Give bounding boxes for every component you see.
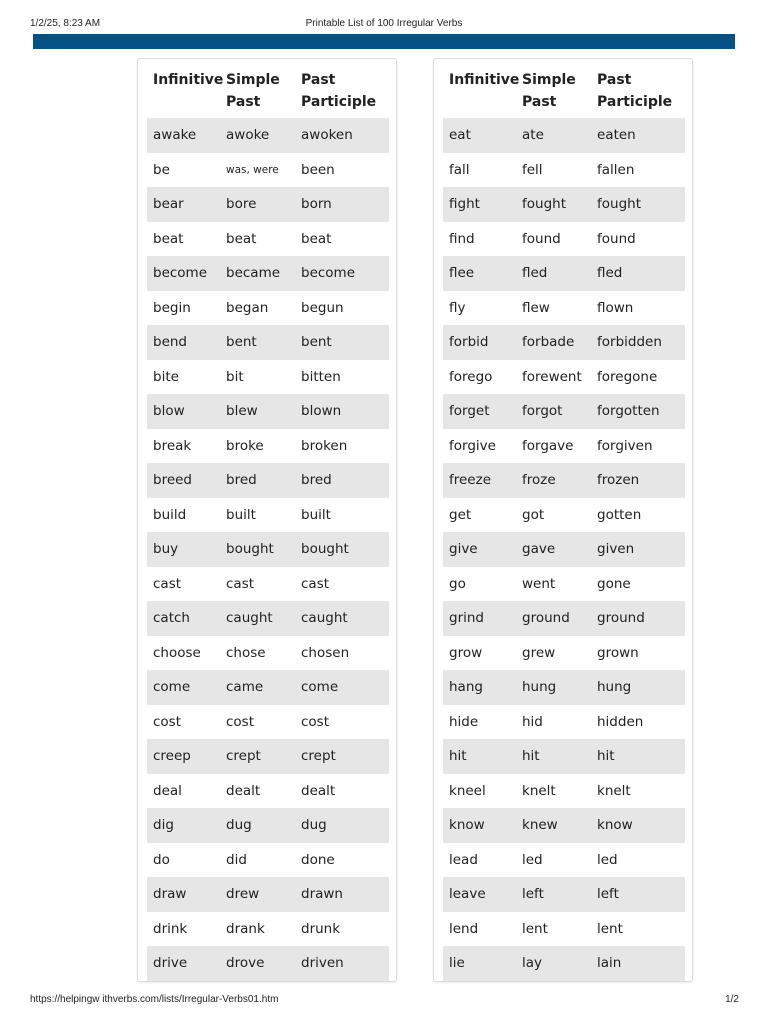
cell-past-participle: fled — [597, 265, 623, 281]
cell-past-participle: know — [597, 817, 633, 833]
cell-simple-past: awoke — [226, 127, 270, 143]
cell-past-participle: frozen — [597, 472, 640, 488]
cell-simple-past: bore — [226, 196, 257, 212]
cell-past-participle: hidden — [597, 713, 644, 730]
cell-simple-past: crept — [226, 748, 261, 764]
cell-infinitive: flee — [449, 265, 475, 281]
table-row — [443, 187, 685, 222]
table-row — [443, 360, 685, 395]
cell-past-participle: been — [301, 161, 335, 178]
cell-simple-past: gave — [522, 541, 556, 557]
table-row — [443, 118, 685, 153]
cell-simple-past: lent — [522, 920, 548, 937]
cell-past-participle: gotten — [597, 506, 642, 523]
table-row — [147, 670, 389, 705]
cell-simple-past: caught — [226, 610, 273, 626]
verb-table-right — [433, 58, 693, 982]
cell-infinitive: grind — [449, 610, 484, 626]
cell-infinitive: eat — [449, 127, 471, 143]
cell-simple-past: bent — [226, 334, 257, 350]
cell-simple-past: knew — [522, 817, 558, 833]
table-row — [147, 912, 389, 947]
cell-simple-past: forewent — [522, 368, 582, 385]
table-row — [147, 601, 389, 636]
cell-infinitive: lend — [449, 920, 479, 937]
table-row — [443, 946, 685, 981]
table-row — [443, 394, 685, 429]
cell-past-participle: cost — [301, 713, 330, 730]
cell-simple-past: bit — [226, 368, 244, 385]
cell-infinitive: build — [153, 506, 187, 523]
table-row — [147, 360, 389, 395]
table-row — [147, 429, 389, 464]
cell-infinitive: hide — [449, 713, 479, 730]
cell-simple-past: forgot — [522, 403, 563, 419]
table-row — [443, 256, 685, 291]
cell-infinitive: draw — [153, 886, 187, 902]
cell-infinitive: blow — [153, 403, 185, 419]
column-header-past-participle: Past Participle — [597, 72, 673, 110]
cell-simple-past: became — [226, 265, 281, 281]
cell-infinitive: fight — [449, 196, 480, 212]
cell-simple-past: was, were — [226, 163, 279, 176]
cell-simple-past: drew — [226, 886, 260, 902]
table-row — [147, 222, 389, 257]
cell-infinitive: hang — [449, 679, 483, 695]
cell-infinitive: bend — [153, 334, 188, 350]
cell-simple-past: hung — [522, 679, 557, 695]
cell-past-participle: bought — [301, 541, 349, 557]
table-row — [443, 774, 685, 809]
column-header-simple-past: Simple Past — [226, 72, 280, 110]
table-row — [147, 498, 389, 533]
cell-past-participle: forgotten — [597, 403, 660, 419]
cell-past-participle: drunk — [301, 920, 341, 937]
cell-simple-past: came — [226, 679, 264, 695]
cell-infinitive: leave — [449, 886, 486, 902]
cell-past-participle: flown — [597, 299, 634, 316]
cell-simple-past: flew — [522, 299, 550, 316]
cell-simple-past: hit — [522, 748, 540, 764]
cell-past-participle: gone — [597, 575, 631, 592]
table-header-row — [443, 69, 685, 115]
cell-simple-past: got — [522, 506, 545, 523]
table-row — [443, 222, 685, 257]
table-row — [443, 601, 685, 636]
cell-past-participle: drawn — [301, 886, 343, 902]
table-row — [147, 774, 389, 809]
cell-simple-past: fell — [522, 161, 543, 178]
cell-infinitive: drink — [153, 920, 188, 937]
cell-past-participle: broken — [301, 437, 348, 454]
cell-past-participle: beat — [301, 230, 332, 247]
page-url: https://helpingw ithverbs.com/lists/Irregular-Verbs01.htm — [30, 994, 279, 1005]
cell-simple-past: began — [226, 299, 269, 316]
cell-simple-past: cast — [226, 575, 255, 592]
cell-simple-past: chose — [226, 644, 266, 661]
cell-simple-past: hid — [522, 713, 543, 730]
cell-past-participle: lain — [597, 955, 622, 971]
cell-simple-past: ate — [522, 127, 544, 143]
cell-infinitive: fall — [449, 161, 470, 178]
cell-simple-past: bred — [226, 472, 257, 488]
cell-past-participle: crept — [301, 748, 336, 764]
table-row — [147, 118, 389, 153]
cell-infinitive: fly — [449, 299, 466, 316]
table-row — [147, 256, 389, 291]
cell-simple-past: blew — [226, 403, 258, 419]
cell-infinitive: grow — [449, 644, 483, 661]
table-row — [147, 739, 389, 774]
cell-past-participle: eaten — [597, 127, 636, 143]
cell-past-participle: begun — [301, 299, 344, 316]
print-page-title: Printable List of 100 Irregular Verbs — [305, 18, 463, 29]
cell-infinitive: breed — [153, 472, 193, 488]
verb-table-left — [137, 58, 397, 982]
table-row — [443, 463, 685, 498]
column-header-past-participle: Past Participle — [301, 72, 377, 110]
table-row — [443, 739, 685, 774]
cell-simple-past: cost — [226, 713, 255, 730]
column-header-simple-past: Simple Past — [522, 72, 576, 110]
cell-past-participle: lent — [597, 920, 623, 937]
table-row — [147, 394, 389, 429]
table-row — [443, 153, 685, 188]
cell-infinitive: choose — [153, 644, 201, 661]
cell-past-participle: foregone — [597, 368, 658, 385]
cell-infinitive: bear — [153, 196, 184, 212]
cell-simple-past: left — [522, 886, 544, 902]
cell-past-participle: chosen — [301, 644, 350, 661]
table-row — [147, 877, 389, 912]
cell-past-participle: bitten — [301, 368, 341, 385]
cell-infinitive: cast — [153, 575, 182, 592]
table-row — [147, 808, 389, 843]
table-row — [147, 291, 389, 326]
cell-infinitive: forbid — [449, 334, 489, 350]
cell-infinitive: lie — [449, 955, 465, 971]
table-body — [147, 118, 389, 981]
cell-infinitive: be — [153, 161, 170, 178]
cell-simple-past: dug — [226, 817, 252, 833]
cell-infinitive: buy — [153, 541, 179, 557]
cell-simple-past: found — [522, 230, 561, 247]
cell-simple-past: bought — [226, 541, 274, 557]
cell-past-participle: done — [301, 851, 335, 868]
table-row — [443, 429, 685, 464]
cell-infinitive: hit — [449, 748, 467, 764]
cell-past-participle: cast — [301, 575, 330, 592]
table-row — [443, 636, 685, 671]
cell-simple-past: led — [522, 851, 543, 868]
cell-past-participle: dug — [301, 817, 327, 833]
table-row — [147, 463, 389, 498]
cell-past-participle: bred — [301, 472, 332, 488]
print-header — [0, 18, 768, 32]
cell-simple-past: built — [226, 506, 256, 523]
cell-simple-past: froze — [522, 472, 556, 488]
table-row — [443, 498, 685, 533]
cell-infinitive: beat — [153, 230, 184, 247]
cell-infinitive: begin — [153, 299, 191, 316]
cell-infinitive: find — [449, 230, 475, 247]
table-row — [443, 808, 685, 843]
cell-past-participle: forgiven — [597, 437, 653, 454]
cell-past-participle: given — [597, 541, 635, 557]
site-banner — [33, 34, 735, 49]
table-row — [147, 705, 389, 740]
cell-simple-past: ground — [522, 610, 570, 626]
cell-infinitive: forget — [449, 403, 490, 419]
cell-infinitive: kneel — [449, 782, 486, 799]
cell-past-participle: forbidden — [597, 334, 662, 350]
cell-infinitive: know — [449, 817, 485, 833]
column-header-infinitive: Infinitive — [449, 72, 520, 88]
cell-past-participle: left — [597, 886, 619, 902]
cell-past-participle: led — [597, 851, 618, 868]
table-row — [443, 670, 685, 705]
cell-infinitive: drive — [153, 955, 188, 971]
table-body — [443, 118, 685, 981]
table-row — [443, 843, 685, 878]
cell-past-participle: ground — [597, 610, 645, 626]
cell-simple-past: lay — [522, 955, 543, 971]
table-row — [147, 187, 389, 222]
cell-infinitive: deal — [153, 782, 182, 799]
cell-simple-past: grew — [522, 644, 556, 661]
cell-simple-past: broke — [226, 437, 264, 454]
print-datetime: 1/2/25, 8:23 AM — [30, 18, 101, 29]
cell-past-participle: dealt — [301, 782, 336, 799]
table-row — [147, 567, 389, 602]
cell-past-participle: knelt — [597, 782, 631, 799]
cell-infinitive: cost — [153, 713, 182, 730]
cell-infinitive: get — [449, 506, 472, 523]
cell-infinitive: go — [449, 575, 466, 592]
table-row — [147, 153, 389, 188]
cell-infinitive: awake — [153, 127, 197, 143]
column-header-infinitive: Infinitive — [153, 72, 224, 88]
cell-infinitive: bite — [153, 368, 179, 385]
cell-simple-past: went — [522, 575, 556, 592]
table-row — [147, 325, 389, 360]
table-header-row — [147, 69, 389, 115]
cell-infinitive: creep — [153, 748, 191, 764]
cell-past-participle: become — [301, 265, 356, 281]
cell-simple-past: forgave — [522, 437, 574, 454]
cell-past-participle: blown — [301, 403, 342, 419]
table-row — [443, 325, 685, 360]
table-row — [147, 532, 389, 567]
cell-past-participle: driven — [301, 955, 344, 971]
cell-past-participle: come — [301, 679, 339, 695]
cell-past-participle: grown — [597, 644, 639, 661]
cell-infinitive: forego — [449, 368, 493, 385]
cell-simple-past: dealt — [226, 782, 261, 799]
cell-simple-past: drove — [226, 955, 265, 971]
cell-past-participle: born — [301, 196, 332, 212]
table-row — [147, 843, 389, 878]
cell-infinitive: freeze — [449, 472, 492, 488]
cell-past-participle: bent — [301, 334, 332, 350]
print-footer — [0, 994, 768, 1008]
cell-infinitive: become — [153, 265, 208, 281]
cell-past-participle: fought — [597, 196, 641, 212]
cell-simple-past: drank — [226, 920, 265, 937]
table-row — [147, 636, 389, 671]
cell-past-participle: hung — [597, 679, 632, 695]
cell-infinitive: lead — [449, 851, 478, 868]
table-row — [443, 705, 685, 740]
page-number: 1/2 — [725, 994, 739, 1005]
cell-simple-past: fought — [522, 196, 566, 212]
cell-past-participle: fallen — [597, 161, 635, 178]
cell-infinitive: catch — [153, 610, 190, 626]
cell-infinitive: do — [153, 851, 170, 868]
cell-simple-past: did — [226, 851, 247, 868]
table-row — [443, 567, 685, 602]
table-row — [147, 946, 389, 981]
cell-infinitive: give — [449, 541, 478, 557]
cell-past-participle: built — [301, 506, 331, 523]
cell-simple-past: knelt — [522, 782, 556, 799]
cell-past-participle: awoken — [301, 127, 353, 143]
cell-past-participle: caught — [301, 610, 348, 626]
table-row — [443, 532, 685, 567]
cell-simple-past: fled — [522, 265, 548, 281]
cell-infinitive: dig — [153, 817, 174, 833]
cell-past-participle: found — [597, 230, 636, 247]
table-row — [443, 912, 685, 947]
table-row — [443, 291, 685, 326]
cell-infinitive: forgive — [449, 437, 496, 454]
table-row — [443, 877, 685, 912]
cell-infinitive: come — [153, 679, 191, 695]
cell-past-participle: hit — [597, 748, 615, 764]
cell-simple-past: beat — [226, 230, 257, 247]
cell-infinitive: break — [153, 437, 192, 454]
cell-simple-past: forbade — [522, 334, 575, 350]
